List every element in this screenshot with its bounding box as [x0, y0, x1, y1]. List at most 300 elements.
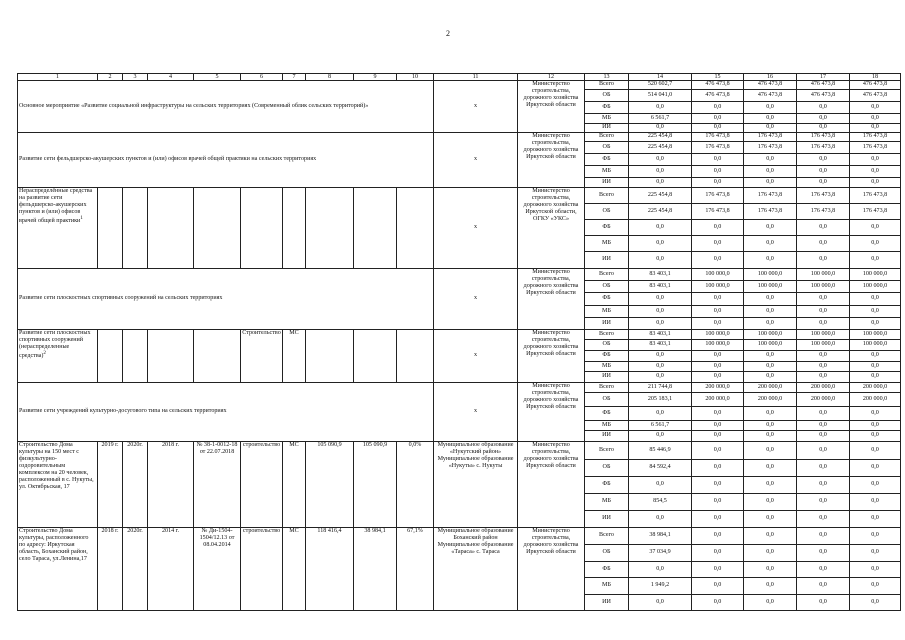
amount-cell: 0,0 [629, 252, 692, 269]
funding-source: ИИ [585, 318, 629, 330]
table-row [18, 383, 901, 393]
amount-cell: 0,0 [744, 178, 797, 188]
amount-cell: 225 454,8 [629, 188, 692, 204]
start-year: 2018 г. [98, 528, 123, 611]
amount-cell: 211 744,8 [629, 383, 692, 393]
amount-cell: 476 473,8 [744, 81, 797, 90]
amount-cell: 225 454,8 [629, 133, 692, 142]
municipality-cell: Муниципальное образование «Нукутский район» Муниципальное образование «Нукуты» с. Нукуты [434, 442, 518, 528]
amount-cell: 0,0 [629, 178, 692, 188]
amount-cell: 476 473,8 [850, 81, 901, 90]
column-number: 15 [692, 74, 744, 81]
amount-cell: 0,0 [850, 351, 901, 362]
amount-cell: 0,0 [629, 102, 692, 114]
amount-cell: 200 000,0 [744, 393, 797, 407]
amount-cell: 854,5 [629, 494, 692, 511]
section-title: Развитие сети плоскостных спортивных сооружений на сельских территориях [18, 269, 434, 330]
amount-cell: 0,0 [692, 102, 744, 114]
amount-cell: 200 000,0 [797, 393, 850, 407]
amount-cell: 83 403,1 [629, 281, 692, 293]
executor-cell: Министерство строительства, дорожного хозяйства Иркутской области [518, 442, 585, 528]
amount-cell: 0,0 [850, 562, 901, 578]
column-number: 10 [397, 74, 434, 81]
municipality-cell: х [434, 81, 518, 133]
amount-cell: 0,0 [629, 154, 692, 166]
amount-cell: 0,0 [692, 421, 744, 431]
amount-cell: 0,0 [797, 362, 850, 372]
amount-cell: 0,0 [692, 578, 744, 595]
amount-cell: 0,0 [850, 102, 901, 114]
funding-source: ФБ [585, 477, 629, 494]
amount-cell: 0,0 [797, 293, 850, 306]
funding-source: МБ [585, 494, 629, 511]
readiness-percent: 0,0% [397, 442, 434, 528]
amount-cell: 0,0 [692, 306, 744, 318]
end-year: 2020г. [123, 442, 148, 528]
amount-cell: 476 473,8 [797, 81, 850, 90]
amount-cell: 0,0 [629, 595, 692, 611]
column-number: 9 [354, 74, 397, 81]
amount-cell: 176 473,8 [692, 204, 744, 220]
amount-cell: 476 473,8 [850, 90, 901, 102]
amount-cell: 100 000,0 [744, 281, 797, 293]
funding-source: ИИ [585, 595, 629, 611]
column-number: 5 [194, 74, 241, 81]
funding-source: ФБ [585, 407, 629, 421]
amount-cell: 0,0 [744, 102, 797, 114]
funding-source: ОБ [585, 90, 629, 102]
amount-cell: 100 000,0 [744, 340, 797, 351]
amount-cell: 100 000,0 [850, 281, 901, 293]
amount-cell: 0,0 [797, 102, 850, 114]
table-row [18, 330, 901, 340]
amount-cell: 100 000,0 [850, 340, 901, 351]
amount-cell: 0,0 [692, 407, 744, 421]
amount-cell: 176 473,8 [692, 133, 744, 142]
amount-cell: 0,0 [629, 562, 692, 578]
page-number: 2 [446, 29, 450, 38]
amount-cell: 0,0 [850, 421, 901, 431]
amount-cell: 0,0 [692, 477, 744, 494]
table-row [18, 81, 901, 90]
program-table [17, 73, 901, 611]
amount-cell: 0,0 [797, 545, 850, 562]
funding-source: МБ [585, 166, 629, 178]
amount-cell: 0,0 [692, 236, 744, 252]
amount-cell: 0,0 [629, 407, 692, 421]
amount-cell: 0,0 [692, 178, 744, 188]
municipality-cell: х [434, 133, 518, 188]
amount-cell: 0,0 [797, 252, 850, 269]
amount-cell: 0,0 [629, 293, 692, 306]
amount-cell: 0,0 [744, 293, 797, 306]
amount-cell: 0,0 [692, 351, 744, 362]
amount-cell: 0,0 [797, 318, 850, 330]
footnote-mark: 2 [43, 350, 46, 357]
funding-source: МБ [585, 114, 629, 124]
amount-cell: 6 561,7 [629, 421, 692, 431]
column-number: 2 [98, 74, 123, 81]
amount-cell: 0,0 [850, 252, 901, 269]
amount-cell: 176 473,8 [692, 188, 744, 204]
amount-cell: 100 000,0 [744, 269, 797, 281]
amount-cell: 0,0 [629, 351, 692, 362]
amount-cell: 0,0 [850, 154, 901, 166]
funding-source: МБ [585, 578, 629, 595]
amount-cell: 0,0 [692, 362, 744, 372]
start-year [98, 188, 123, 269]
funding-source: Всего [585, 81, 629, 90]
amount-cell: 0,0 [692, 595, 744, 611]
amount-cell: 0,0 [744, 114, 797, 124]
funding-source: ОБ [585, 393, 629, 407]
column-number: 1 [18, 74, 98, 81]
amount-cell: 0,0 [744, 528, 797, 545]
amount-cell: 100 000,0 [744, 330, 797, 340]
funding-source: ИИ [585, 511, 629, 528]
amount-cell: 38 984,1 [629, 528, 692, 545]
estimated-cost [306, 330, 354, 383]
table-row [18, 442, 901, 460]
amount-cell: 0,0 [629, 306, 692, 318]
amount-cell: 0,0 [744, 318, 797, 330]
item-title: Нераспределённые средства на развитие сети фельдшерско-акушерских пунктов и (или) офисов врачей общей практики$^1$ [18, 188, 98, 269]
amount-cell: 0,0 [744, 252, 797, 269]
column-number: 3 [123, 74, 148, 81]
amount-cell: 176 473,8 [850, 204, 901, 220]
amount-cell: 0,0 [850, 460, 901, 477]
amount-cell: 0,0 [850, 494, 901, 511]
amount-cell: 176 473,8 [850, 188, 901, 204]
amount-cell: 0,0 [850, 293, 901, 306]
municipality-cell: х [434, 383, 518, 442]
amount-cell: 0,0 [850, 306, 901, 318]
funding-source: Всего [585, 528, 629, 545]
amount-cell: 0,0 [797, 442, 850, 460]
table-row [18, 269, 901, 281]
work-type: строительство [241, 528, 283, 611]
amount-cell: 0,0 [797, 306, 850, 318]
amount-cell: 100 000,0 [850, 269, 901, 281]
amount-cell: 100 000,0 [797, 340, 850, 351]
funding-source: ИИ [585, 431, 629, 442]
section-title: Основное мероприятие «Развитие социальной инфраструктуры на сельских территориях (Современный облик сельских территорий)» [18, 81, 434, 133]
table-row [18, 133, 901, 142]
amount-cell: 0,0 [692, 431, 744, 442]
column-number: 16 [744, 74, 797, 81]
design-year [148, 188, 194, 269]
amount-cell: 176 473,8 [797, 204, 850, 220]
amount-cell: 0,0 [692, 511, 744, 528]
column-number: 13 [585, 74, 629, 81]
municipality-cell: Муниципальное образование Боханский район Муниципальное образование «Тараса» с. Тараса [434, 528, 518, 611]
amount-cell: 100 000,0 [850, 330, 901, 340]
customer-code [283, 188, 306, 269]
amount-cell: 0,0 [744, 154, 797, 166]
municipality-cell: х [434, 188, 518, 269]
amount-cell: 0,0 [850, 595, 901, 611]
item-title: Развитие сети плоскостных спортивных сооружений (нераспределенные средства)$^2$ [18, 330, 98, 383]
table-row [18, 188, 901, 204]
amount-cell: 0,0 [850, 431, 901, 442]
funding-source: ОБ [585, 142, 629, 154]
expertise-conclusion: № Ди-1504-1504/12.13 от 08.04.2014 [194, 528, 241, 611]
start-year [98, 330, 123, 383]
end-year [123, 330, 148, 383]
amount-cell: 0,0 [850, 477, 901, 494]
readiness-percent [397, 188, 434, 269]
customer-code: МС [283, 442, 306, 528]
amount-cell: 0,0 [629, 372, 692, 383]
amount-cell: 0,0 [797, 494, 850, 511]
amount-cell: 0,0 [744, 578, 797, 595]
executor-cell: Министерство строительства, дорожного хозяйства Иркутской области [518, 383, 585, 442]
amount-cell: 0,0 [744, 431, 797, 442]
amount-cell: 83 403,1 [629, 330, 692, 340]
amount-cell: 0,0 [744, 351, 797, 362]
municipality-cell: х [434, 269, 518, 330]
funding-source: Всего [585, 442, 629, 460]
amount-cell: 0,0 [692, 293, 744, 306]
amount-cell: 0,0 [629, 166, 692, 178]
amount-cell: 100 000,0 [692, 281, 744, 293]
amount-cell: 476 473,8 [692, 90, 744, 102]
amount-cell: 176 473,8 [744, 188, 797, 204]
amount-cell: 176 473,8 [850, 142, 901, 154]
footnote-mark: 1 [80, 215, 83, 222]
amount-cell: 0,0 [797, 460, 850, 477]
amount-cell: 0,0 [797, 124, 850, 133]
amount-cell: 0,0 [692, 545, 744, 562]
amount-cell: 176 473,8 [797, 142, 850, 154]
amount-cell: 0,0 [692, 528, 744, 545]
funding-source: ОБ [585, 460, 629, 477]
funding-source: ОБ [585, 340, 629, 351]
amount-cell: 0,0 [629, 477, 692, 494]
amount-cell: 0,0 [692, 318, 744, 330]
amount-cell: 0,0 [692, 460, 744, 477]
amount-cell: 100 000,0 [797, 281, 850, 293]
amount-cell: 0,0 [850, 511, 901, 528]
amount-cell: 0,0 [629, 220, 692, 236]
end-year [123, 188, 148, 269]
amount-cell: 0,0 [692, 114, 744, 124]
amount-cell: 0,0 [850, 545, 901, 562]
amount-cell: 0,0 [797, 595, 850, 611]
remaining-cost [354, 188, 397, 269]
funding-source: Всего [585, 133, 629, 142]
column-number: 6 [241, 74, 283, 81]
amount-cell: 514 041,0 [629, 90, 692, 102]
amount-cell: 176 473,8 [744, 204, 797, 220]
executor-cell: Министерство строительства, дорожного хозяйства Иркутской области [518, 133, 585, 188]
amount-cell: 476 473,8 [692, 81, 744, 90]
funding-source: МБ [585, 306, 629, 318]
amount-cell: 476 473,8 [744, 90, 797, 102]
amount-cell: 200 000,0 [692, 393, 744, 407]
expertise-conclusion [194, 188, 241, 269]
amount-cell: 0,0 [850, 220, 901, 236]
column-number: 7 [283, 74, 306, 81]
item-title: Строительство Дома культуры на 150 мест с физкультурно-оздоровительным комплексом на 20 человек, расположенный в с. Нукуты, ул. Октябрьская, 17 [18, 442, 98, 528]
funding-source: ОБ [585, 281, 629, 293]
column-number: 14 [629, 74, 692, 81]
funding-source: ФБ [585, 351, 629, 362]
remaining-cost: 105 090,9 [354, 442, 397, 528]
amount-cell: 0,0 [692, 220, 744, 236]
work-type: строительство [241, 442, 283, 528]
amount-cell: 37 034,9 [629, 545, 692, 562]
amount-cell: 85 446,9 [629, 442, 692, 460]
amount-cell: 0,0 [629, 236, 692, 252]
funding-source: ФБ [585, 102, 629, 114]
design-year: 2014 г. [148, 528, 194, 611]
amount-cell: 0,0 [797, 166, 850, 178]
amount-cell: 176 473,8 [850, 133, 901, 142]
amount-cell: 100 000,0 [692, 269, 744, 281]
amount-cell: 0,0 [797, 114, 850, 124]
amount-cell: 0,0 [692, 154, 744, 166]
funding-source: ФБ [585, 293, 629, 306]
amount-cell: 0,0 [744, 545, 797, 562]
funding-source: ФБ [585, 154, 629, 166]
amount-cell: 0,0 [692, 562, 744, 578]
item-title: Строительство Дома культуры, расположенного по адресу: Иркутская область, Боханский район, село Тараса, ул.Ленина,17 [18, 528, 98, 611]
column-number-row [18, 74, 901, 81]
amount-cell: 0,0 [744, 124, 797, 133]
amount-cell: 0,0 [850, 578, 901, 595]
executor-cell: Министерство строительства, дорожного хозяйства Иркутской области, ОГКУ «УКС» [518, 188, 585, 269]
amount-cell: 0,0 [629, 318, 692, 330]
amount-cell: 0,0 [797, 528, 850, 545]
amount-cell: 0,0 [797, 407, 850, 421]
amount-cell: 84 592,4 [629, 460, 692, 477]
end-year: 2020г. [123, 528, 148, 611]
amount-cell: 0,0 [797, 431, 850, 442]
amount-cell: 0,0 [797, 351, 850, 362]
amount-cell: 83 403,1 [629, 269, 692, 281]
column-number: 4 [148, 74, 194, 81]
design-year: 2018 г. [148, 442, 194, 528]
funding-source: ИИ [585, 124, 629, 133]
amount-cell: 205 183,1 [629, 393, 692, 407]
amount-cell: 0,0 [692, 124, 744, 133]
amount-cell: 0,0 [744, 407, 797, 421]
amount-cell: 0,0 [850, 362, 901, 372]
amount-cell: 100 000,0 [797, 269, 850, 281]
executor-cell: Министерство строительства, дорожного хозяйства Иркутской области [518, 81, 585, 133]
amount-cell: 0,0 [850, 318, 901, 330]
amount-cell: 0,0 [850, 372, 901, 383]
amount-cell: 0,0 [850, 166, 901, 178]
expertise-conclusion: № 38-1-0012-18 от 22.07.2018 [194, 442, 241, 528]
amount-cell: 1 949,2 [629, 578, 692, 595]
funding-source: ФБ [585, 562, 629, 578]
amount-cell: 225 454,8 [629, 142, 692, 154]
amount-cell: 0,0 [797, 178, 850, 188]
amount-cell: 0,0 [629, 431, 692, 442]
funding-source: МБ [585, 421, 629, 431]
estimated-cost: 105 090,9 [306, 442, 354, 528]
amount-cell: 0,0 [744, 220, 797, 236]
funding-source: МБ [585, 362, 629, 372]
amount-cell: 176 473,8 [797, 133, 850, 142]
amount-cell: 0,0 [629, 362, 692, 372]
amount-cell: 200 000,0 [850, 383, 901, 393]
section-title: Развитие сети фельдшерско-акушерских пунктов и (или) офисов врачей общей практики на сельских территориях [18, 133, 434, 188]
start-year: 2019 г. [98, 442, 123, 528]
expertise-conclusion [194, 330, 241, 383]
amount-cell: 200 000,0 [692, 383, 744, 393]
amount-cell: 176 473,8 [797, 188, 850, 204]
column-number: 12 [518, 74, 585, 81]
funding-source: МБ [585, 236, 629, 252]
readiness-percent: 67,1% [397, 528, 434, 611]
column-number: 18 [850, 74, 901, 81]
amount-cell: 100 000,0 [692, 330, 744, 340]
amount-cell: 0,0 [797, 477, 850, 494]
executor-cell: Министерство строительства, дорожного хозяйства Иркутской области [518, 269, 585, 330]
amount-cell: 0,0 [797, 421, 850, 431]
amount-cell: 0,0 [744, 595, 797, 611]
funding-source: ИИ [585, 252, 629, 269]
readiness-percent [397, 330, 434, 383]
table-row [18, 528, 901, 545]
amount-cell: 476 473,8 [797, 90, 850, 102]
amount-cell: 0,0 [692, 442, 744, 460]
amount-cell: 0,0 [692, 166, 744, 178]
amount-cell: 0,0 [850, 124, 901, 133]
amount-cell: 0,0 [797, 372, 850, 383]
amount-cell: 0,0 [797, 154, 850, 166]
amount-cell: 0,0 [692, 494, 744, 511]
amount-cell: 0,0 [744, 166, 797, 178]
amount-cell: 0,0 [744, 306, 797, 318]
amount-cell: 0,0 [692, 252, 744, 269]
remaining-cost: 38 984,1 [354, 528, 397, 611]
amount-cell: 0,0 [850, 236, 901, 252]
municipality-cell: х [434, 330, 518, 383]
amount-cell: 176 473,8 [692, 142, 744, 154]
amount-cell: 0,0 [850, 114, 901, 124]
amount-cell: 0,0 [744, 460, 797, 477]
executor-cell: Министерство строительства, дорожного хозяйства Иркутской области [518, 528, 585, 611]
column-number: 11 [434, 74, 518, 81]
amount-cell: 0,0 [744, 562, 797, 578]
work-type: Строительство [241, 330, 283, 383]
section-title: Развитие сети учреждений культурно-досугового типа на сельских территориях [18, 383, 434, 442]
amount-cell: 83 403,1 [629, 340, 692, 351]
funding-source: Всего [585, 383, 629, 393]
design-year [148, 330, 194, 383]
column-number: 8 [306, 74, 354, 81]
funding-source: ФБ [585, 220, 629, 236]
amount-cell: 0,0 [850, 178, 901, 188]
amount-cell: 0,0 [850, 442, 901, 460]
amount-cell: 0,0 [744, 442, 797, 460]
amount-cell: 225 454,8 [629, 204, 692, 220]
amount-cell: 176 473,8 [744, 142, 797, 154]
amount-cell: 0,0 [797, 220, 850, 236]
amount-cell: 0,0 [744, 372, 797, 383]
amount-cell: 0,0 [744, 362, 797, 372]
amount-cell: 520 602,7 [629, 81, 692, 90]
amount-cell: 0,0 [744, 494, 797, 511]
funding-source: ОБ [585, 545, 629, 562]
amount-cell: 200 000,0 [744, 383, 797, 393]
funding-source: Всего [585, 330, 629, 340]
funding-source: ИИ [585, 372, 629, 383]
